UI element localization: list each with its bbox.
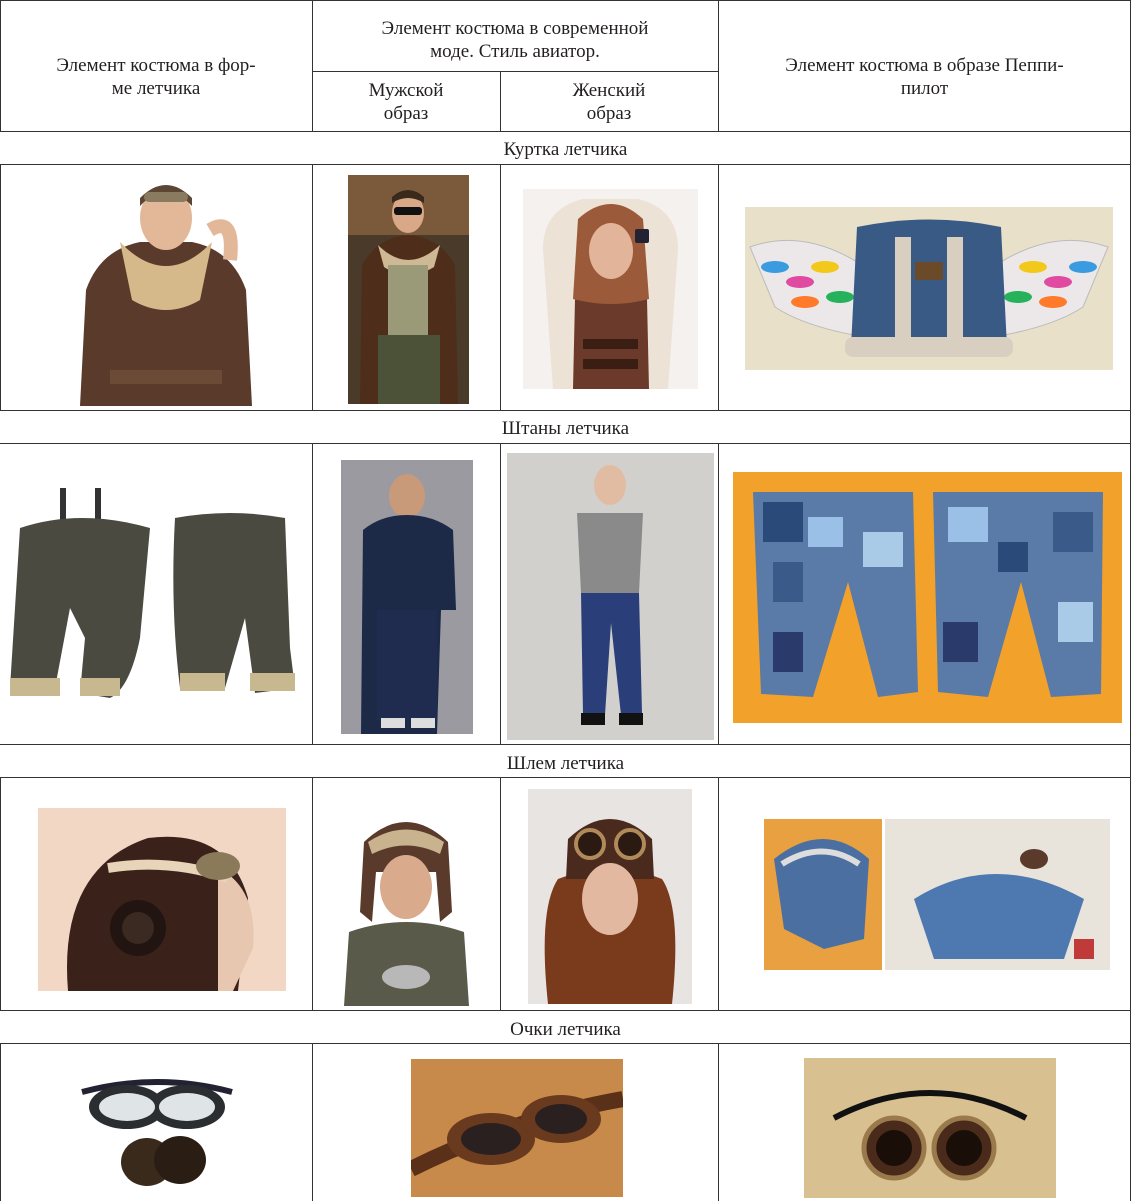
table-vline xyxy=(312,1043,313,1201)
table-border-row3 xyxy=(0,1010,1131,1011)
women-blue-pants-photo xyxy=(507,453,714,740)
table-border-sec3 xyxy=(0,777,1131,778)
table-border-sec2 xyxy=(0,443,1131,444)
table-vline xyxy=(312,443,313,744)
denim-fur-vest-with-wings-photo xyxy=(745,207,1113,370)
table-vline xyxy=(0,777,1,1010)
table-border-sec4 xyxy=(0,1043,1131,1044)
header-col-modern-men: Мужской образ xyxy=(368,80,444,124)
table-border-row2 xyxy=(0,744,1131,745)
men-navy-pants-photo xyxy=(341,460,473,734)
table-vline xyxy=(500,164,501,410)
table-border-top xyxy=(0,0,1131,1)
leather-flight-pants-photo xyxy=(0,488,308,710)
header-col-uniform: Элемент костюма в фор- ме летчика xyxy=(56,55,256,99)
section-title-goggles: Очки летчика xyxy=(510,1019,621,1040)
leather-flight-jacket-photo xyxy=(60,170,272,406)
table-vline xyxy=(0,164,1,410)
leather-helmet-mannequin-photo xyxy=(38,808,286,991)
men-aviator-jacket-photo xyxy=(348,175,469,404)
women-aviator-jacket-photo xyxy=(523,189,698,389)
vintage-goggles-photo xyxy=(72,1062,242,1192)
table-vline xyxy=(718,1043,719,1201)
header-col-peppi: Элемент костюма в образе Пеппи- пилот xyxy=(785,55,1064,99)
table-vline xyxy=(500,777,501,1010)
women-helmet-goggles-photo xyxy=(528,789,692,1004)
steampunk-goggles-photo xyxy=(804,1058,1056,1198)
leather-goggles-photo xyxy=(411,1059,623,1197)
section-title-helmet: Шлем летчика xyxy=(506,753,625,774)
men-aviator-hat-photo xyxy=(324,792,488,1006)
table-vline xyxy=(312,777,313,1010)
table-vline xyxy=(718,777,719,1010)
section-title-jacket: Куртка летчика xyxy=(503,139,628,160)
table-vline xyxy=(718,164,719,410)
table-vline xyxy=(0,1043,1,1201)
header-col-modern: Элемент костюма в современной моде. Стиль авиатор. xyxy=(381,18,649,62)
table-vline xyxy=(718,443,719,744)
table-vline xyxy=(500,443,501,744)
section-title-pants: Штаны летчика xyxy=(501,418,630,439)
table-vline xyxy=(312,164,313,410)
patchwork-denim-pants-photo xyxy=(733,472,1122,723)
header-col-modern-women: Женский образ xyxy=(572,80,646,124)
denim-helmets-photo xyxy=(764,819,1110,970)
table-border-header-sub xyxy=(312,71,718,72)
table-border-sec1 xyxy=(0,164,1131,165)
table-border-header-bottom xyxy=(0,131,1131,132)
table-border-row1 xyxy=(0,410,1131,411)
